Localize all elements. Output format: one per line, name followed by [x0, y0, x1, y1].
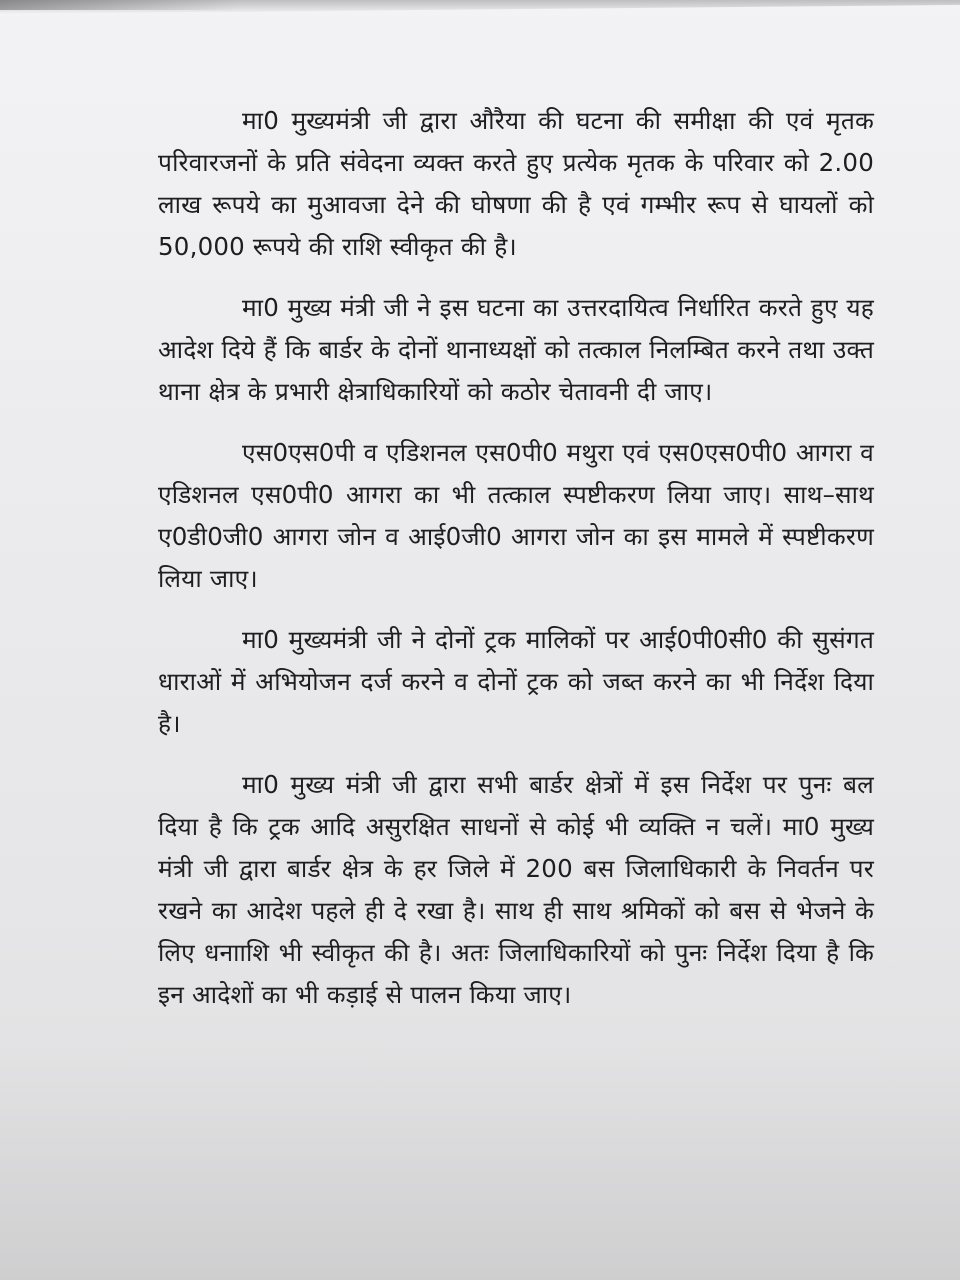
paragraph-border-directive: मा0 मुख्य मंत्री जी द्वारा सभी बार्डर क्षेत्रों में इस निर्देश पर पुनः बल दिया है कि ट्रक आदि असुरक्षित साधनों से कोई भी व्यक्ति न चलें। मा0 मुख्य मंत्री जी द्वारा बार्डर क्षेत्र के हर जिले में 200 बस जिलाधिकारी के निवर्तन पर रखने का आदेश पहले ही दे रखा है। साथ ही साथ श्रमिकों को बस से भेजने के लिए धनााशि भी स्वीकृत की है। अतः जिलाधिकारियों को पुनः निर्देश दिया है कि इन आदेशों का भी कड़ाई से पालन किया जाए।	[158, 770, 874, 1009]
document-body	[158, 100, 874, 1035]
page-bottom-shadow	[0, 1040, 960, 1280]
paragraph-prosecution: मा0 मुख्यमंत्री जी ने दोनों ट्रक मालिकों पर आई0पी0सी0 की सुसंगत धाराओं में अभियोजन दर्ज करने व दोनों ट्रक को जब्त करने का भी निर्देश दिया है।	[158, 625, 874, 738]
paragraph-suspension-order: मा0 मुख्य मंत्री जी ने इस घटना का उत्तरदायित्व निर्धारित करते हुए यह आदेश दिये हैं कि बार्डर के दोनों थानाध्यक्षों को तत्काल निलम्बित करने तथा उक्त थाना क्षेत्र के प्रभारी क्षेत्राधिकारियों को कठोर चेतावनी दी जाए।	[158, 293, 874, 406]
paragraph-compensation: मा0 मुख्यमंत्री जी द्वारा औरैया की घटना की समीक्षा की एवं मृतक परिवारजनों के प्रति संवेदना व्यक्त करते हुए प्रत्येक मृतक के परिवार को 2.00 लाख रूपये का मुआवजा देने की घोषणा की है एवं गम्भीर रूप से घायलों को 50,000 रूपये की राशि स्वीकृत की है।	[158, 106, 874, 261]
page-fold-shadow	[0, 0, 240, 10]
paragraph-explanation-sought: एस0एस0पी व एडिशनल एस0पी0 मथुरा एवं एस0एस0पी0 आगरा व एडिशनल एस0पी0 आगरा का भी तत्काल स्पष्टीकरण लिया जाए। साथ–साथ ए0डी0जी0 आगरा जोन व आई0जी0 आगरा जोन का इस मामले में स्पष्टीकरण लिया जाए।	[158, 438, 874, 593]
